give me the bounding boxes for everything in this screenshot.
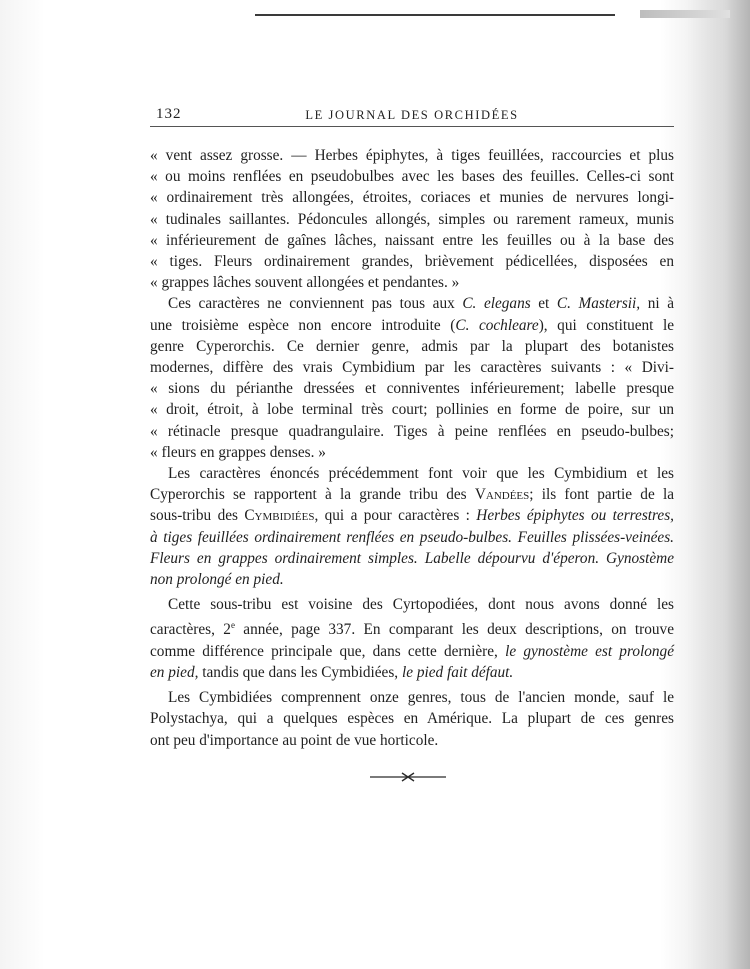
- text-line: Les caractères énoncés précédemment font voir que les Cymbidium et les: [168, 465, 674, 483]
- text-line: « grappes lâches souvent allongées et pendantes. »: [150, 274, 460, 292]
- end-ornament-icon: [370, 772, 446, 782]
- subtribe-name: Cymbidiées: [244, 507, 315, 525]
- text-line: sous-tribu des Cymbidiées, qui a pour caractères : Herbes épiphytes ou terrestres,: [150, 507, 674, 525]
- text-line: genre Cyperorchis. Ce dernier genre, admis par la plupart des botanistes: [150, 337, 674, 355]
- paragraph-cyperorchis: [150, 293, 674, 463]
- species-name: C. elegans: [462, 295, 531, 313]
- running-title: LE JOURNAL DES ORCHIDÉES: [305, 108, 519, 122]
- article-body: [150, 145, 674, 751]
- paragraph-vandees: [150, 463, 674, 590]
- text-line: à tiges feuillées ordinairement renflées en pseudo-bulbes. Feuilles plissées-veinées.: [150, 528, 674, 546]
- text-line: Les Cymbidiées comprennent onze genres, tous de l'ancien monde, sauf le: [168, 689, 674, 707]
- paragraph-quote-continuation: [150, 145, 674, 293]
- species-name: C. cochleare: [455, 316, 539, 334]
- text-line: ont peu d'importance au point de vue horticole.: [150, 731, 439, 749]
- text-line: non prolongé en pied.: [150, 571, 284, 589]
- text-line: « tiges. Fleurs ordinairement grandes, brièvement pédicellées, disposées en: [150, 253, 674, 271]
- text-line: « inférieurement de gaînes lâches, naissant entre les feuilles ou à la base des: [150, 231, 674, 249]
- text-line: Polystachya, qui a quelques espèces en Amérique. La plupart de ces genres: [150, 710, 674, 728]
- text-line: Ces caractères ne conviennent pas tous aux C. elegans et C. Mastersii, ni à: [168, 295, 674, 313]
- text-line: Cyperorchis se rapportent à la grande tribu des Vandées; ils font partie de la: [150, 486, 674, 504]
- species-name: C. Mastersii,: [556, 295, 641, 313]
- text-line: Cette sous-tribu est voisine des Cyrtopodiées, dont nous avons donné les: [168, 596, 674, 614]
- text-line: « tudinales saillantes. Pédoncules allongés, simples ou rarement rameux, munis: [150, 210, 674, 228]
- text-line: Fleurs en grappes ordinairement simples. Labelle dépourvu d'éperon. Gynostème: [150, 549, 674, 567]
- paragraph-genres: [150, 687, 674, 751]
- paragraph-cyrtopodiees: [150, 594, 674, 683]
- text-line: « rétinacle presque quadrangulaire. Tiges à peine renflées en pseudo-bulbes;: [150, 422, 674, 440]
- text-line: « ordinairement très allongées, étroites, coriaces et munies de nervures longi-: [150, 189, 674, 207]
- text-line: « droit, étroit, à lobe terminal très court; pollinies en forme de poire, sur un: [150, 401, 674, 419]
- text-line: une troisième espèce non encore introduite (C. cochleare), qui constituent le: [150, 316, 674, 334]
- text-line: « vent assez grosse. — Herbes épiphytes, à tiges feuillées, raccourcies et plus: [150, 147, 674, 164]
- text-line: « sions du périanthe dressées et conniventes inférieurement; labelle presque: [150, 380, 674, 398]
- scan-shadow-edge: [686, 0, 750, 969]
- page-header: [150, 104, 674, 127]
- scan-top-edge: [255, 14, 615, 16]
- text-line: en pied, tandis que dans les Cymbidiées, le pied fait défaut.: [150, 663, 514, 681]
- text-line: « ou moins renflées en pseudobulbes avec les bases des feuilles. Celles-ci sont: [150, 168, 674, 186]
- page-number: 132: [156, 106, 182, 122]
- text-line: caractères, 2e année, page 337. En comparant les deux descriptions, on trouve: [150, 620, 674, 639]
- text-line: modernes, diffère des vrais Cymbidium par les caractères suivants : « Divi-: [150, 359, 674, 377]
- text-line: « fleurs en grappes denses. »: [150, 443, 326, 461]
- tribe-name: Vandées: [474, 486, 530, 504]
- scan-top-edge-right: [640, 10, 730, 18]
- text-line: comme différence principale que, dans cette dernière, le gynostème est prolongé: [150, 642, 674, 660]
